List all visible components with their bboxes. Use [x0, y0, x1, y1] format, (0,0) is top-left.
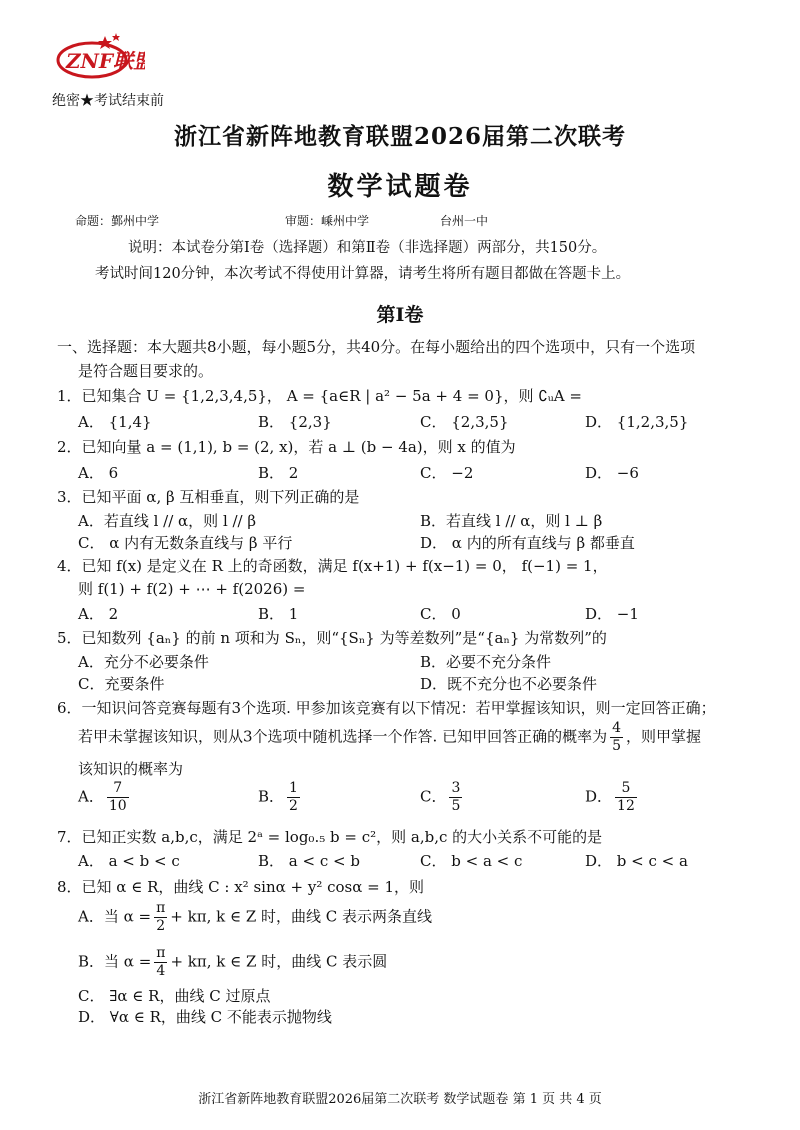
- alliance-logo: [50, 30, 145, 85]
- question-6-stem-2: [78, 720, 701, 755]
- q3-option-a: A．若直线 l // α，则 l // β: [78, 512, 257, 530]
- q4-option-b: B． 1: [258, 605, 299, 623]
- setter-info: 命题：鄞州中学: [75, 214, 160, 228]
- q6-stem-text-b: ，则甲掌握: [626, 727, 702, 746]
- q6-option-a: [78, 780, 132, 815]
- q6-c-numerator: 3: [451, 780, 461, 796]
- q3-option-d: D． α 内的所有直线与 β 都垂直: [420, 534, 635, 552]
- question-6-stem-3: 该知识的概率为: [78, 760, 184, 778]
- question-4-stem-2: 则 f(1) + f(2) + ⋯ + f(2026) =: [78, 580, 306, 598]
- q8-b-numerator: π: [156, 945, 166, 961]
- q6-stem-text-a: 若甲未掌握该知识，则从3个选项中随机选择一个作答. 已知甲回答正确的概率为: [78, 727, 608, 746]
- question-6-stem-1: 6．一知识问答竞赛每题有3个选项. 甲参加该竞赛有以下情况：若甲掌握该知识，则一定回答正确；: [57, 699, 716, 717]
- q8-option-b-post: + kπ, k ∈ Z 时，曲线 C 表示圆: [170, 952, 388, 971]
- q2-option-a: A． 6: [78, 464, 119, 482]
- q3-option-b: B．若直线 l // α，则 l ⊥ β: [420, 512, 603, 530]
- reviewer-info-2: 台州一中: [440, 214, 489, 228]
- q6-prob-denominator: 5: [612, 738, 622, 754]
- q6-b-numerator: 1: [289, 780, 298, 796]
- q6-probability-fraction: [610, 720, 623, 755]
- q6-a-numerator: 7: [107, 780, 129, 798]
- q1-option-a: A． {1,4}: [78, 413, 152, 431]
- q4-option-d: D． −1: [585, 605, 639, 623]
- q4-option-a: A． 2: [78, 605, 119, 623]
- q6-option-d: [585, 780, 640, 815]
- question-3-stem: 3．已知平面 α, β 互相垂直，则下列正确的是: [57, 488, 360, 506]
- q2-option-d: D． −6: [585, 464, 639, 482]
- q5-option-c: C．充要条件: [78, 675, 165, 693]
- q6-prob-numerator: 4: [612, 720, 622, 736]
- q8-option-d: D． ∀α ∈ R，曲线 C 不能表示抛物线: [78, 1008, 332, 1026]
- page-footer: 浙江省新阵地教育联盟2026届第二次联考 数学试题卷 第 1 页 共 4 页: [198, 1092, 602, 1107]
- confidential-mark: 绝密★考试结束前: [52, 93, 164, 109]
- q6-option-d-label: D．: [585, 787, 613, 806]
- q8-option-a-fraction: [154, 900, 167, 935]
- q4-option-c: C． 0: [420, 605, 461, 623]
- question-5-stem: 5．已知数列 {aₙ} 的前 n 项和为 Sₙ，则“{Sₙ} 为等差数列”是“{aₙ} 为常数列”的: [57, 629, 607, 647]
- question-1-stem: 1．已知集合 U = {1,2,3,4,5}， A = {a∈R | a² − 5a + 4 = 0}，则 ∁ᵤA =: [57, 387, 582, 405]
- q8-option-c: C． ∃α ∈ R，曲线 C 过原点: [78, 987, 271, 1005]
- part-instructions-2: 是符合题目要求的。: [78, 362, 214, 380]
- question-7-stem: 7．已知正实数 a,b,c，满足 2ᵃ = log₀.₅ b = c²，则 a,b,c 的大小关系不可能的是: [57, 828, 603, 846]
- q6-d-denominator: 12: [617, 798, 635, 814]
- exam-title: 浙江省新阵地教育联盟2026届第二次联考: [173, 123, 626, 150]
- q8-option-b: [78, 945, 387, 980]
- q6-option-b-fraction: [287, 780, 300, 815]
- q5-option-a: A．充分不必要条件: [78, 653, 209, 671]
- q8-option-b-pre: B．当 α =: [78, 952, 152, 971]
- section-title: 第Ⅰ卷: [376, 304, 424, 326]
- q8-a-numerator: π: [156, 900, 166, 916]
- q6-option-b: [258, 780, 303, 815]
- q6-b-denominator: 2: [289, 798, 298, 814]
- q3-option-c: C． α 内有无数条直线与 β 平行: [78, 534, 293, 552]
- q5-option-b: B．必要不充分条件: [420, 653, 552, 671]
- q6-a-denominator: 10: [108, 798, 127, 814]
- question-8-stem: 8．已知 α ∈ R，曲线 C : x² sinα + y² cosα = 1，则: [57, 878, 425, 896]
- q7-option-d: D． b < c < a: [585, 852, 688, 870]
- q7-option-a: A． a < b < c: [78, 852, 180, 870]
- q6-option-a-label: A．: [78, 787, 104, 806]
- exam-description-2: 考试时间120分钟，本次考试不得使用计算器，请考生将所有题目都做在答题卡上。: [95, 266, 631, 282]
- q6-option-a-fraction: [107, 780, 129, 815]
- question-4-stem-1: 4．已知 f(x) 是定义在 R 上的奇函数，满足 f(x+1) + f(x−1) = 0， f(−1) = 1，: [57, 557, 608, 575]
- q6-option-c-fraction: [449, 780, 462, 815]
- q6-d-numerator: 5: [615, 780, 637, 798]
- q6-option-c-label: C．: [420, 787, 447, 806]
- q6-option-c: [420, 780, 465, 815]
- q8-option-a-pre: A．当 α =: [78, 907, 152, 926]
- q7-option-c: C． b < a < c: [420, 852, 523, 870]
- q5-option-d: D．既不充分也不必要条件: [420, 675, 598, 693]
- q6-option-b-label: B．: [258, 787, 285, 806]
- question-2-stem: 2．已知向量 a = (1,1), b = (2, x)，若 a ⊥ (b − 4a)，则 x 的值为: [57, 438, 516, 456]
- q6-c-denominator: 5: [451, 798, 461, 814]
- exam-description-1: 说明：本试卷分第Ⅰ卷（选择题）和第Ⅱ卷（非选择题）两部分，共150分。: [128, 240, 607, 256]
- svg-text:ZNF联盟: ZNF联盟: [66, 49, 145, 73]
- q1-option-b: B． {2,3}: [258, 413, 332, 431]
- part-instructions-1: 一、选择题：本大题共8小题，每小题5分，共40分。在每小题给出的四个选项中，只有一个选项: [57, 338, 696, 356]
- q2-option-c: C． −2: [420, 464, 474, 482]
- q7-option-b: B． a < c < b: [258, 852, 360, 870]
- reviewer-info: 审题：嵊州中学: [285, 214, 370, 228]
- q2-option-b: B． 2: [258, 464, 299, 482]
- q1-option-c: C． {2,3,5}: [420, 413, 509, 431]
- q6-option-d-fraction: [615, 780, 637, 815]
- q8-option-b-fraction: [154, 945, 167, 980]
- q8-a-denominator: 2: [156, 918, 166, 934]
- q8-option-a-post: + kπ, k ∈ Z 时，曲线 C 表示两条直线: [170, 907, 433, 926]
- q1-option-d: D． {1,2,3,5}: [585, 413, 689, 431]
- q8-option-a: [78, 900, 432, 935]
- exam-subtitle: 数学试题卷: [327, 172, 473, 202]
- q8-b-denominator: 4: [156, 963, 166, 979]
